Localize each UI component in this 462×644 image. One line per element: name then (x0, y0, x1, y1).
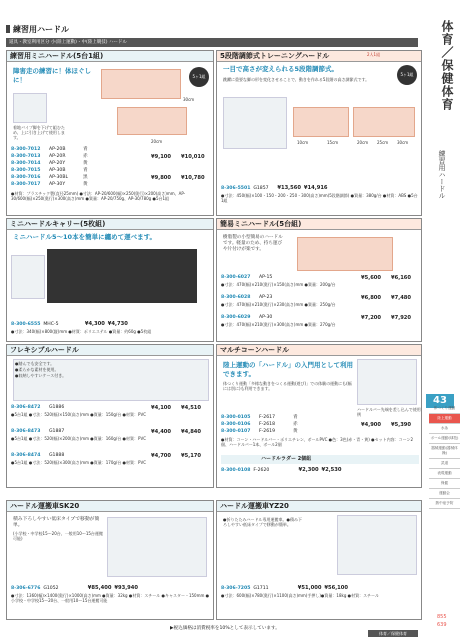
cone-image (357, 359, 417, 405)
image-caption: ハードルバー先端を差し込んで使用例 (357, 407, 421, 417)
product-desc: ●折りたたみハードル専用運搬車。●積み下ろしやすい低床タイプで移動が簡単。 (223, 517, 302, 527)
product-desc: 体つくり運動「多様な動きをつくる運動(遊び)」での体験の運動にも(幅には別に)も利用できます。 (223, 381, 352, 391)
height-label: 10cm (297, 140, 309, 145)
model-number: AP-15 (259, 275, 273, 280)
price-row: 8-306-5501 G1857 ¥13,560 ¥14,916 (221, 185, 328, 191)
price-row (221, 415, 298, 421)
product-carrier-sk20 (6, 500, 214, 620)
spec-text: ●5台1組 ●寸法：520(幅)×300(高さ)mm ●質量：170g/台 ●材質：PVC (11, 460, 146, 465)
hurdle-height-image (293, 107, 349, 137)
product-catch: 積み下ろしやすい低床タイプで移動が簡単。 (13, 517, 100, 528)
usage-photo (11, 255, 45, 299)
category-bar: 道具・教室利用区分 小(陸上運動)・中(陸上競技) ハードル (6, 38, 418, 47)
sidebar-menu-item[interactable]: 運動会 (429, 489, 460, 499)
price-row: 8-306-7205 G1711 ¥51,000 ¥56,100 (221, 585, 348, 591)
product-code: 8-300-0106 (221, 422, 251, 427)
product-desc: (小学校・中学校15～20台、一般用10～15台運搬可能) (13, 531, 103, 541)
product-simple-mini-hurdle (216, 218, 422, 342)
price-row (11, 154, 205, 160)
price: ¥4,700 (151, 453, 172, 459)
model-number: G1888 (49, 453, 65, 458)
model-number: AP-20B (49, 147, 66, 152)
price: ¥7,200 (361, 315, 382, 321)
price-tax: ¥4,840 (181, 429, 202, 435)
tag: 2人1組 (367, 52, 381, 57)
sidebar-menu-item[interactable]: ボール運動(球技) (429, 434, 460, 444)
sub-product-title: ハードルラダー 2個組 (221, 455, 419, 464)
section-title: 練習用ハードル (6, 24, 69, 35)
product-code: 8-306-8472 (11, 405, 41, 410)
product-catch: 陸上運動の「ハードル」の入門用として利用できます。 (223, 361, 353, 378)
carrier-image (337, 515, 417, 575)
price-tax: ¥5,170 (181, 453, 202, 459)
product-title: ハードル運搬車YZ20 (217, 501, 421, 512)
page-ref: 855 (437, 614, 447, 620)
sidebar-menu-item[interactable]: 武道 (429, 459, 460, 469)
price-tax: ¥6,160 (391, 275, 412, 281)
product-desc: 着地バイプ脚を下げて組むため、上に引き上げて使用します。 (13, 125, 65, 140)
product-title: 簡易ミニハードル(5台組) (217, 219, 421, 230)
dim-label: 20cm (151, 139, 163, 144)
price: ¥9,800 (151, 175, 172, 181)
product-title: マルチコーンハードル (217, 345, 421, 356)
color-label: 青 (83, 147, 88, 152)
set-badge: 5ヶ1組 (397, 65, 417, 85)
spec-text: ●寸法：470(幅)×210(奥行)×230(高さ)mm ●質量：250g/台 (221, 302, 336, 307)
spec-text: ●寸法：450(幅)×100・150・200・250・300(高さ)mm(5段階調節) ●質量：380g/台 ●材質：ABS ●5台1組 (221, 193, 418, 203)
price: ¥4,900 (361, 422, 382, 428)
carry-bag-image (47, 249, 197, 303)
height-label: 15cm (327, 140, 339, 145)
spec-text: ●寸法：1360(幅)×1400(奥行)×1000(高さ)mm ●質量：32kg ●材質：スチール ●キャスター・150mm ●小学校・中学校15～20台、一般用10～15台運搬可能 (11, 593, 210, 603)
price-row (11, 168, 88, 174)
model-number: AP-23 (259, 295, 273, 300)
spec-text: ●寸法：470(幅)×210(奥行)×300(高さ)mm ●質量：270g/台 (221, 322, 336, 327)
product-code: 8-300-0105 (221, 415, 251, 420)
price-tax: ¥4,510 (181, 405, 202, 411)
price-row (11, 182, 88, 188)
product-title: ミニハードルキャリー(5枚組) (7, 219, 213, 230)
sidebar-menu (429, 404, 460, 509)
model-number: G1887 (49, 429, 65, 434)
sidebar-menu-item[interactable]: 器械運動(器械体操) (429, 444, 460, 459)
price-row (221, 315, 412, 321)
product-catch: 樹脂製の小型簡易のハードルです。軽量のため、持ち運びや片付けが楽です。 (223, 235, 283, 252)
price-tax: ¥10,010 (181, 154, 205, 160)
price-row (221, 429, 298, 435)
product-code: 8-300-6028 (221, 295, 251, 300)
price-tax: ¥5,390 (391, 422, 412, 428)
product-code: 8-300-0107 (221, 429, 251, 434)
product-carrier-yz20 (216, 500, 422, 620)
sidebar-main-title: 体育／保健体育 (440, 20, 454, 111)
note: ●収納しやすいケース付き。 (15, 373, 67, 378)
color-label: 青 (293, 415, 298, 420)
price-row (221, 422, 412, 428)
model-number: F-2617 (259, 415, 275, 420)
product-hurdle-carry (6, 218, 214, 342)
height-label: 25cm (377, 140, 389, 145)
color-label: 赤 (83, 154, 88, 159)
product-catch: 一目で高さが変えられる5段階調節式。 (223, 65, 339, 73)
model-number: AP-20Y (49, 161, 66, 166)
hurdle-image (101, 69, 181, 99)
model-number: AP-30Y (49, 182, 66, 187)
price-tax: ¥7,480 (391, 295, 412, 301)
training-photo (223, 97, 287, 149)
price-row (11, 453, 202, 459)
spec-text: ●材質：コーン・ハードルバー・ポリエチレン、ボールPVC ●色：3色(赤・青・黄) ●セット内容：コーン2個、ハードルバー1本、ボール2個 (221, 437, 414, 447)
usage-photo (13, 93, 47, 123)
product-catch: ミニハードル5～10本を簡単に纏めて運べます。 (13, 233, 157, 241)
product-title: ハードル運搬車SK20 (7, 501, 213, 512)
product-catch: 障害走の練習に！体ほぐしに！ (13, 67, 91, 84)
price-row: 8-300-6555 MHC-5 ¥4,300 ¥4,730 (11, 321, 128, 327)
spec-text: ●寸法：600(幅)×780(奥行)×1100(高さ)mm(手押し)●質量：18kg ●材質：スチール (221, 593, 379, 598)
page-ref: 639 (437, 622, 447, 628)
color-label: 黄 (293, 429, 298, 434)
sidebar-menu-item[interactable]: 熱中症予防 (429, 499, 460, 509)
price: ¥5,600 (361, 275, 382, 281)
model-number: F-2619 (259, 429, 275, 434)
product-code: 8-300-6027 (221, 275, 251, 280)
model-number: G1886 (49, 405, 65, 410)
price-tax: ¥10,780 (181, 175, 205, 181)
model-number: F-2618 (259, 422, 275, 427)
color-label: 黒 (83, 175, 88, 180)
product-code: 8-300-7016 (11, 175, 41, 180)
note: ●柔らかな素材を使用。 (15, 367, 59, 372)
product-training-hurdle (216, 50, 422, 216)
price-row (11, 405, 202, 411)
page-number: 43 (426, 394, 454, 408)
product-code: 8-300-7012 (11, 147, 41, 152)
product-code: 8-300-7014 (11, 161, 41, 166)
hurdle-height-image (353, 107, 415, 137)
price: ¥4,100 (151, 405, 172, 411)
price-row (221, 275, 412, 281)
model-number: AP-30BL (49, 175, 69, 180)
hurdle-image (297, 237, 393, 271)
price-tax: ¥7,920 (391, 315, 412, 321)
model-number: AP-30B (49, 168, 66, 173)
dim-label: 30cm (183, 97, 195, 102)
set-badge: 5ヶ1組 (189, 67, 209, 87)
height-label: 20cm (357, 140, 369, 145)
model-number: AP-30 (259, 315, 273, 320)
product-multicone-hurdle (216, 344, 422, 488)
price-row (11, 429, 202, 435)
product-code: 8-300-7015 (11, 168, 41, 173)
price-row (11, 161, 88, 167)
spec-text: ●寸法：340(幅)×800(縦)mm ●材質：ポリエステル ●質量：約60g ●5枚組 (11, 329, 152, 334)
sidebar-menu-item[interactable]: 保健 (429, 479, 460, 489)
product-desc: 跳躍に重要な脚の形を変化させることで、動きを作れる5段階の高さ調節式です。 (223, 77, 370, 82)
note: ●踏んでも安全です。 (15, 361, 55, 366)
product-code: 8-300-7013 (11, 154, 41, 159)
price-row: 8-306-6776 G1052 ¥85,400 ¥93,940 (11, 585, 138, 591)
spec-text: ●5台1組 ●寸法：520(幅)×150(高さ)mm ●質量：150g/台 ●材質：PVC (11, 412, 146, 417)
price-row (11, 175, 205, 181)
color-label: 赤 (293, 422, 298, 427)
price: ¥4,400 (151, 429, 172, 435)
spec-text: ●5台1組 ●寸法：520(幅)×200(高さ)mm ●質量：160g/台 ●材質：PVC (11, 436, 146, 441)
height-label: 30cm (397, 140, 409, 145)
price-row: 8-300-0108 F-2620 ¥2,300 ¥2,530 (221, 467, 342, 473)
product-title: フレキシブルハードル (7, 345, 213, 356)
product-flexible-hurdle (6, 344, 214, 488)
sidebar-menu-item[interactable]: 水泳 (429, 424, 460, 434)
color-label: 青 (83, 168, 88, 173)
sidebar-sub-title: 練習用ハードル (438, 150, 446, 199)
price: ¥6,800 (361, 295, 382, 301)
price-row (11, 147, 88, 153)
hurdle-image-2 (117, 107, 187, 135)
product-code: 8-306-8473 (11, 429, 41, 434)
color-label: 黄 (83, 161, 88, 166)
sidebar-menu-item[interactable]: 表現運動 (429, 469, 460, 479)
product-title: 練習用ミニハードル(5台1組) (7, 51, 213, 62)
product-code: 8-300-7017 (11, 182, 41, 187)
sidebar (428, 0, 462, 644)
color-label: 黄 (83, 182, 88, 187)
product-title: 5段階調節式トレーニングハードル (217, 51, 421, 62)
product-mini-hurdle (6, 50, 214, 216)
product-code: 8-300-6029 (221, 315, 251, 320)
footer-note: ▶税込価格は消費税率を10%として表示しています。 (170, 626, 280, 631)
model-number: AP-20R (49, 154, 66, 159)
price: ¥9,100 (151, 154, 172, 160)
footer-label: 体育／保健体育 (368, 630, 418, 637)
price-row (221, 295, 412, 301)
sidebar-menu-item[interactable]: 陸上運動 (429, 414, 460, 424)
sidebar-menu-item[interactable]: 体つくり運動 (429, 404, 460, 414)
spec-text: ●材質：プラスチック製(直径25mm) ●寸法：AP-20/600(幅)×250(奥行)×200(高さ)mm、AP-30/600(幅)×250(奥行)×300(高さ)mm ●質量：AP-20/750g、AP-30/780g ●5台1組 (11, 191, 186, 201)
spec-text: ●寸法：470(幅)×210(奥行)×150(高さ)mm ●質量：200g/台 (221, 282, 336, 287)
carrier-image (107, 517, 207, 577)
product-code: 8-306-8474 (11, 453, 41, 458)
